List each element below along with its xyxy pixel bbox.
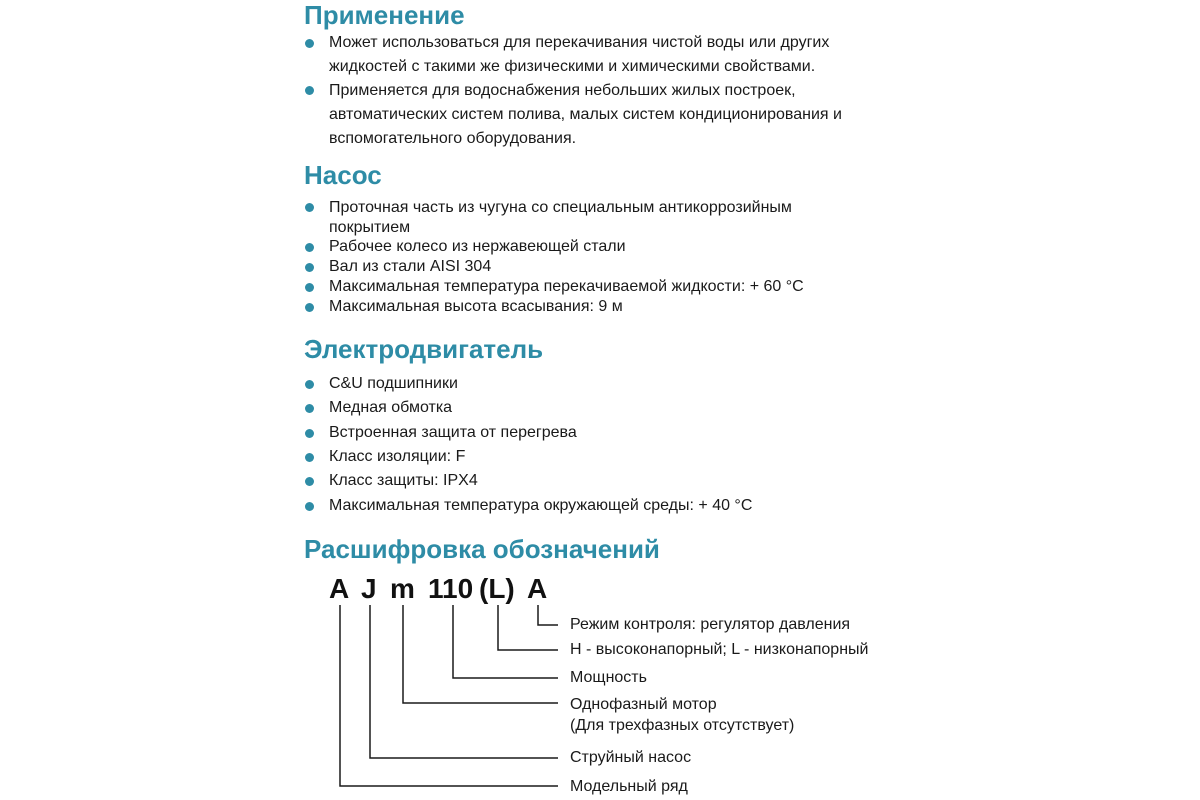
text-line: Встроенная защита от перегрева (329, 424, 577, 441)
decoding-label-jet: Струйный насос (570, 749, 692, 766)
text-line: Применяется для водоснабжения небольших жилых построек, (329, 82, 796, 99)
section-title-application: Применение (304, 0, 465, 30)
text-line: Максимальная высота всасывания: 9 м (329, 298, 623, 315)
section-title-decoding: Расшифровка обозначений (304, 534, 660, 564)
text-line: Проточная часть из чугуна со специальным антикоррозийным (329, 199, 792, 216)
text-line: Рабочее колесо из нержавеющей стали (329, 238, 626, 255)
text-line: Максимальная температура окружающей среды: + 40 °C (329, 497, 753, 514)
code-letter-jet: J (361, 573, 377, 604)
text-line: Вал из стали AISI 304 (329, 258, 492, 275)
decoding-label-phase-note: (Для трехфазных отсутствует) (570, 717, 795, 734)
code-letter-control: A (527, 573, 548, 604)
code-letter-phase: m (390, 573, 415, 604)
text-line: Может использоваться для перекачивания чистой воды или других (329, 34, 830, 51)
decoding-label-power: Мощность (570, 669, 647, 686)
text-line: жидкостей с такими же физическими и химическими свойствами. (329, 58, 816, 75)
decoding-label-control: Режим контроля: регулятор давления (570, 616, 851, 633)
text-line: автоматических систем полива, малых систем кондиционирования и (329, 106, 842, 123)
code-power: 110 (428, 573, 474, 604)
text-line: C&U подшипники (329, 375, 458, 392)
text-line: Максимальная температура перекачиваемой жидкости: + 60 °C (329, 278, 804, 295)
decoding-label-head: H - высоконапорный; L - низконапорный (570, 641, 869, 658)
section-title-motor: Электродвигатель (304, 334, 544, 364)
text-line: Медная обмотка (329, 399, 453, 416)
text-line: Класс защиты: IPX4 (329, 472, 478, 489)
text-line: покрытием (329, 219, 411, 236)
text-line: вспомогательного оборудования. (329, 130, 577, 147)
code-head-type: (L) (479, 573, 515, 604)
text-line: Класс изоляции: F (329, 448, 466, 465)
section-title-pump: Насос (304, 160, 382, 190)
decoding-label-model: Модельный ряд (570, 778, 688, 795)
code-letter-model: A (329, 573, 350, 604)
decoding-label-phase: Однофазный мотор (570, 696, 717, 713)
